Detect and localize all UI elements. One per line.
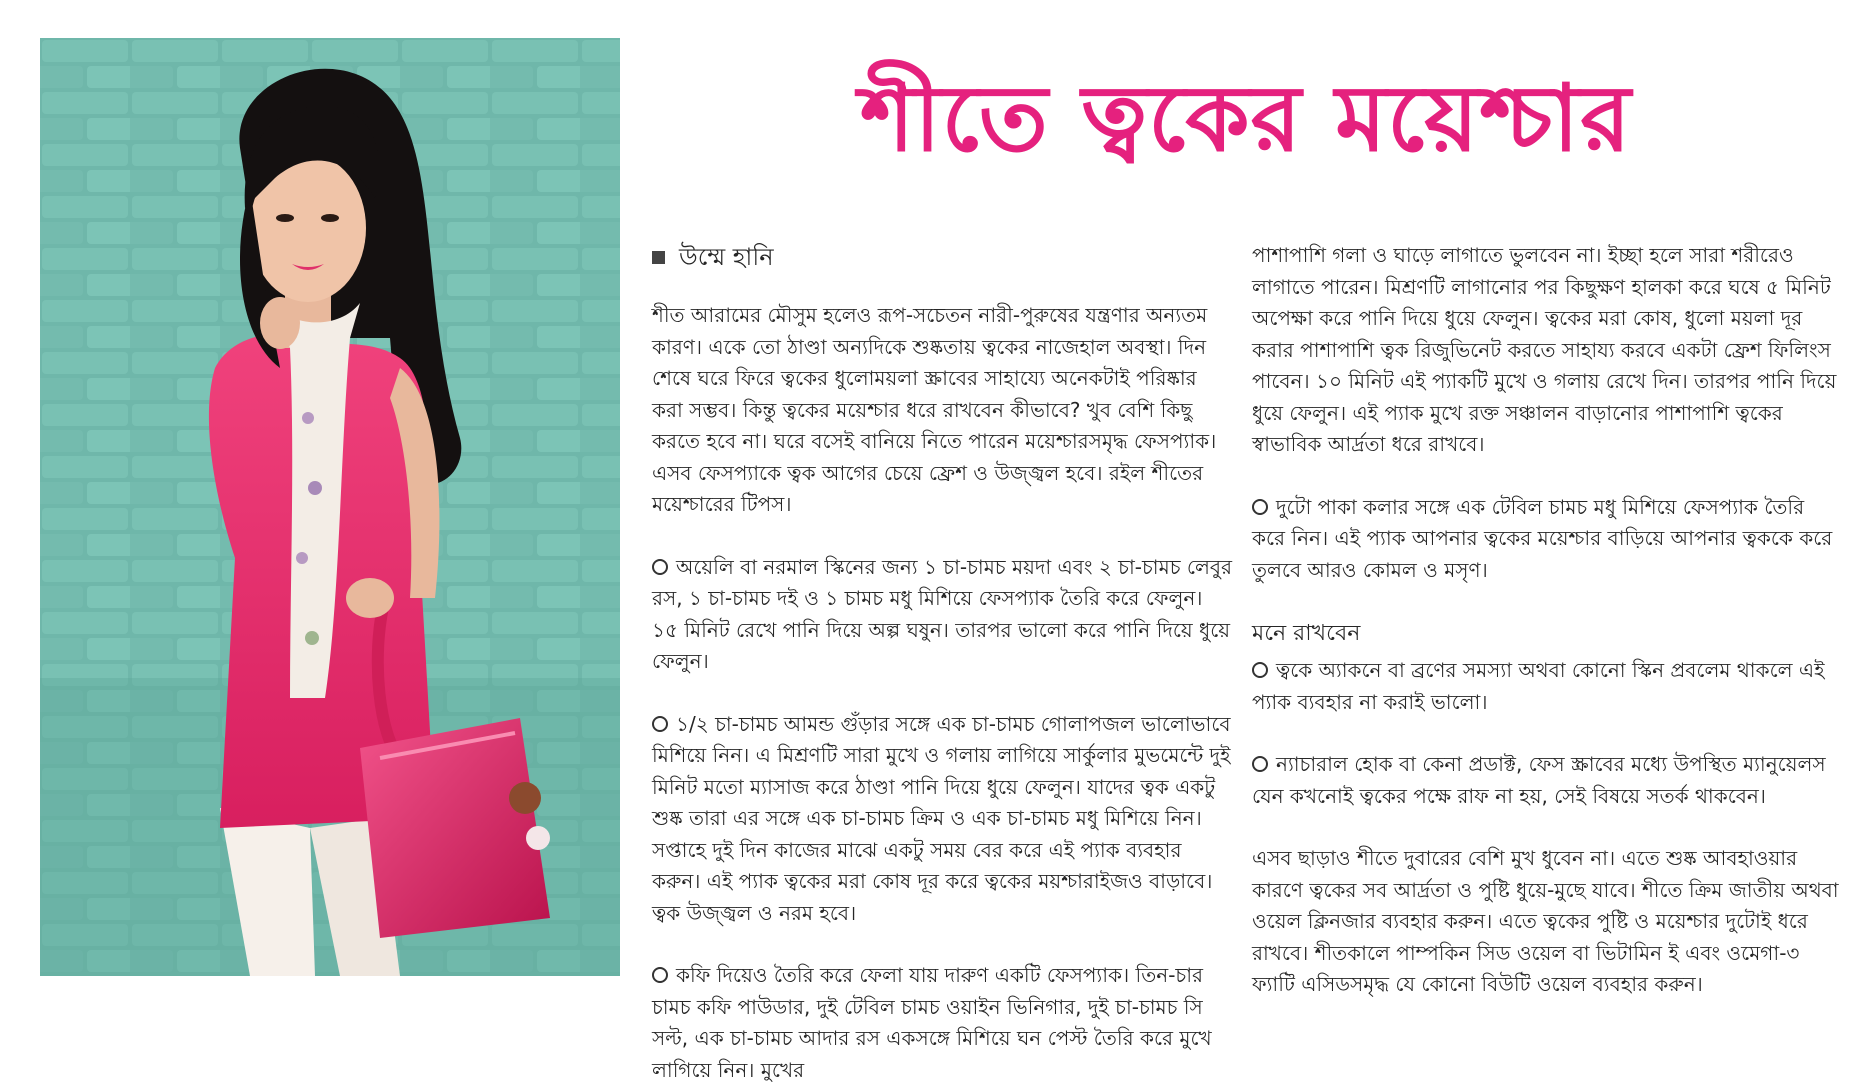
paragraph-text: এসব ছাড়াও শীতে দুবারের বেশি মুখ ধুবেন না। এতে শুষ্ক আবহাওয়ার কারণে ত্বকের সব আর্দ্রতা ও পুষ্টি ধুয়ে-মুছে যাবে। শীতে ক্রিম জাতীয় অথবা ওয়েল ক্লিনজার ব্যবহার করুন। এতে ত্বকের পুষ্টি ও ময়েশ্চার দুটোই ধরে রাখবে। শীতকালে পাম্পকিন সিড ওয়েল বা ভিটামিন ই এবং ওমেগা-৩ ফ্যাটি এসিডসমৃদ্ধ যে কোনো বিউটি ওয়েল ব্যবহার করুন। (1252, 846, 1839, 996)
model-photo-illustration (40, 38, 620, 976)
byline (652, 240, 1232, 274)
circle-bullet-icon (1252, 499, 1268, 515)
paragraph-text: কফি দিয়েও তৈরি করে ফেলা যায় দারুণ একটি ফেসপ্যাক। তিন-চার চামচ কফি পাউডার, দুই টেবিল চামচ ওয়াইন ভিনিগার, দুই চা-চামচ সি সল্ট, এক চা-চামচ আদার রস একসঙ্গে মিশিয়ে ঘন পেস্ট তৈরি করে মুখে লাগিয়ে নিন। মুখের (652, 963, 1212, 1082)
article-headline: শীতে ত্বকের ময়েশ্চার (860, 65, 1632, 172)
paragraph (652, 960, 1232, 1086)
paragraph (1252, 749, 1842, 812)
paragraph-text: পাশাপাশি গলা ও ঘাড়ে লাগাতে ভুলবেন না। ইচ্ছা হলে সারা শরীরেও লাগাতে পারেন। মিশ্রণটি লাগানোর পর কিছুক্ষণ হালকা করে ঘষে ৫ মিনিট অপেক্ষা করে পানি দিয়ে ধুয়ে ফেলুন। ত্বকের মরা কোষ, ধুলো ময়লা দূর করার পাশাপাশি ত্বক রিজুভিনেট করতে সাহায্য করবে একটা ফ্রেশ ফিলিংস পাবেন। ১০ মিনিট এই প্যাকটি মুখে ও গলায় রেখে দিন। তারপর পানি দিয়ে ধুয়ে ফেলুন। এই প্যাক মুখে রক্ত সঞ্চালন বাড়ানোর পাশাপাশি ত্বকের স্বাভাবিক আর্দ্রতা ধরে রাখবে। (1252, 243, 1837, 456)
author-name: উম্মে হানি (679, 243, 774, 271)
circle-bullet-icon (652, 559, 668, 575)
paragraph-text: অয়েলি বা নরমাল স্কিনের জন্য ১ চা-চামচ ময়দা এবং ২ চা-চামচ লেবুর রস, ১ চা-চামচ দই ও ১ চামচ মধু মিশিয়ে ফেসপ্যাক তৈরি করে ফেলুন। ১৫ মিনিট রেখে পানি দিয়ে অল্প ঘষুন। তারপর ভালো করে পানি দিয়ে ধুয়ে ফেলুন। (652, 554, 1232, 673)
article-column-left (652, 240, 1232, 1086)
circle-bullet-icon (652, 967, 668, 983)
model-photo (40, 38, 620, 976)
paragraph (652, 709, 1232, 930)
paragraph-text: দুটো পাকা কলার সঙ্গে এক টেবিল চামচ মধু মিশিয়ে ফেসপ্যাক তৈরি করে নিন। এই প্যাক আপনার ত্বকের ময়েশ্চার বাড়িয়ে আপনার ত্বককে করে তুলবে আরও কোমল ও মসৃণ। (1252, 494, 1833, 582)
circle-bullet-icon (1252, 662, 1268, 678)
circle-bullet-icon (652, 716, 668, 732)
paragraph (652, 300, 1232, 521)
paragraph-text: ত্বকে অ্যাকনে বা ব্রণের সমস্যা অথবা কোনো স্কিন প্রবলেম থাকলে এই প্যাক ব্যবহার না করাই ভালো। (1252, 658, 1825, 714)
paragraph (1252, 655, 1842, 718)
paragraph-text: ন্যাচারাল হোক বা কেনা প্রডাক্ট, ফেস স্ক্রাবের মধ্যে উপস্থিত ম্যানুয়েলস যেন কখনোই ত্বকের পক্ষে রাফ না হয়, সেই বিষয়ে সতর্ক থাকবেন। (1252, 752, 1826, 808)
section-subheading: মনে রাখবেন (1252, 621, 1361, 646)
paragraph (652, 552, 1232, 678)
paragraph (1252, 492, 1842, 587)
square-bullet-icon (652, 251, 665, 264)
paragraph-text: ১/২ চা-চামচ আমন্ড গুঁড়ার সঙ্গে এক চা-চামচ গোলাপজল ভালোভাবে মিশিয়ে নিন। এ মিশ্রণটি সারা মুখে ও গলায় লাগিয়ে সার্কুলার মুভমেন্টে দুই মিনিট মতো ম্যাসাজ করে ঠাণ্ডা পানি দিয়ে ধুয়ে ফেলুন। যাদের ত্বক একটু শুষ্ক তারা এর সঙ্গে এক চা-চামচ ক্রিম ও এক চা-চামচ মধু মিশিয়ে নিন। সপ্তাহে দুই দিন কাজের মাঝে একটু সময় বের করে এই প্যাক ব্যবহার করুন। এই প্যাক ত্বকের মরা কোষ দূর করে ত্বকের ময়শ্চারাইজও বাড়াবে। ত্বক উজ্জ্বল ও নরম হবে। (652, 711, 1231, 925)
article-column-right (1252, 240, 1842, 1001)
paragraph (1252, 240, 1842, 461)
circle-bullet-icon (1252, 756, 1268, 772)
paragraph (1252, 843, 1842, 1001)
paragraph-text: শীত আরামের মৌসুম হলেও রূপ-সচেতন নারী-পুরুষের যন্ত্রণার অন্যতম কারণ। একে তো ঠাণ্ডা অন্যদিকে শুষ্কতায় ত্বকের নাজেহাল অবস্থা। দিন শেষে ঘরে ফিরে ত্বকের ধুলোময়লা স্ক্রাবের সাহায্যে অনেকটাই পরিষ্কার করা সম্ভব। কিন্তু ত্বকের ময়েশ্চার ধরে রাখবেন কীভাবে? খুব বেশি কিছু করতে হবে না। ঘরে বসেই বানিয়ে নিতে পারেন ময়েশ্চারসমৃদ্ধ ফেসপ্যাক। এসব ফেসপ্যাকে ত্বক আগের চেয়ে ফ্রেশ ও উজ্জ্বল হবে। রইল শীতের ময়েশ্চারের টিপস। (652, 303, 1217, 516)
